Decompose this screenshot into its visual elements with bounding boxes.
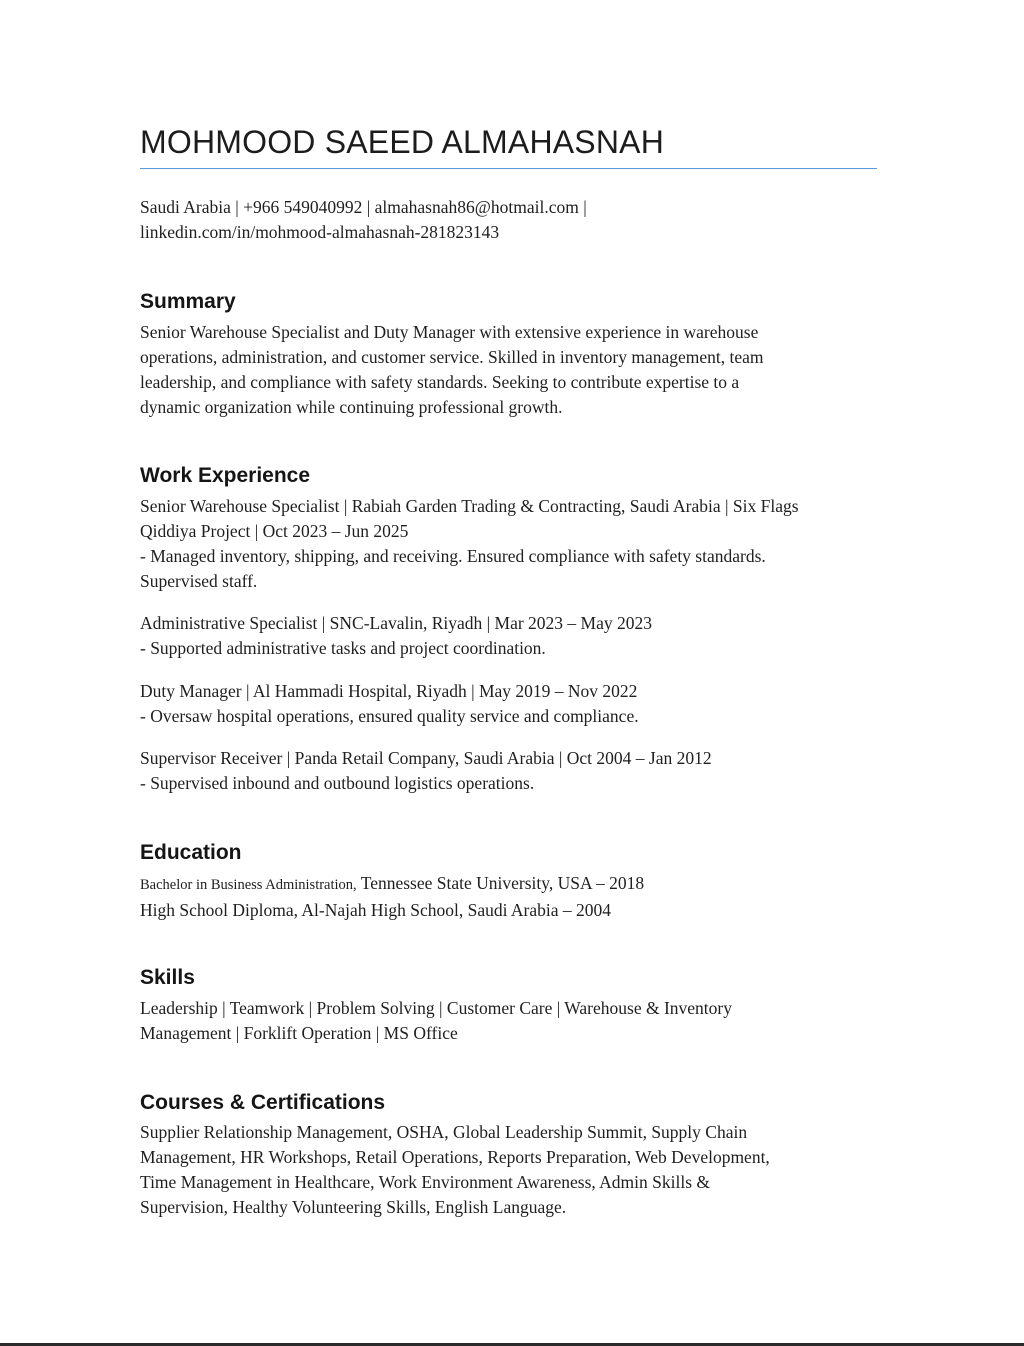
education-list — [140, 871, 880, 923]
job-entry — [140, 679, 880, 729]
job-title-line: Administrative Specialist | SNC-Lavalin, Riyadh | Mar 2023 – May 2023 — [140, 613, 653, 633]
summary-line: dynamic organization while continuing professional growth. — [140, 397, 563, 417]
linkedin-link: linkedin.com/in/mohmood-almahasnah-281823143 — [140, 222, 500, 242]
skills-line: Management | Forklift Operation | MS Office — [140, 1023, 458, 1043]
courses-line: Management, HR Workshops, Retail Operations, Reports Preparation, Web Development, — [140, 1147, 770, 1167]
courses-list — [140, 1120, 880, 1220]
courses-line: Supervision, Healthy Volunteering Skills, English Language. — [140, 1197, 567, 1217]
job-title-line: Senior Warehouse Specialist | Rabiah Garden Trading & Contracting, Saudi Arabia | Six Flags — [140, 496, 799, 516]
job-entry — [140, 611, 880, 661]
education-heading: Education — [140, 841, 242, 864]
summary-line: operations, administration, and customer service. Skilled in inventory management, team — [140, 347, 764, 367]
job-description: - Managed inventory, shipping, and receiving. Ensured compliance with safety standards. — [140, 546, 766, 566]
summary-line: leadership, and compliance with safety standards. Seeking to contribute expertise to a — [140, 372, 740, 392]
job-description: - Supervised inbound and outbound logistics operations. — [140, 773, 535, 793]
degree-school: Tennessee State University, USA – 2018 — [356, 873, 645, 893]
education-item: High School Diploma, Al-Najah High School, Saudi Arabia – 2004 — [140, 900, 611, 920]
job-title-line: Supervisor Receiver | Panda Retail Company, Saudi Arabia | Oct 2004 – Jan 2012 — [140, 748, 712, 768]
skills-list — [140, 996, 880, 1046]
job-title-line: Qiddiya Project | Oct 2023 – Jun 2025 — [140, 521, 409, 541]
candidate-name: MOHMOOD SAEED ALMAHASNAH — [140, 124, 665, 160]
contact-line: Saudi Arabia | +966 549040992 | almahasnah86@hotmail.com | — [140, 197, 587, 217]
job-entry — [140, 494, 880, 594]
summary-line: Senior Warehouse Specialist and Duty Manager with extensive experience in warehouse — [140, 322, 759, 342]
education-item — [140, 871, 880, 898]
summary-text — [140, 320, 880, 420]
summary-heading: Summary — [140, 290, 236, 313]
degree-name: Bachelor in Business Administration, — [140, 877, 357, 893]
name-divider — [140, 168, 877, 169]
courses-heading: Courses & Certifications — [140, 1091, 386, 1114]
job-description: - Supported administrative tasks and project coordination. — [140, 638, 546, 658]
courses-line: Supplier Relationship Management, OSHA, Global Leadership Summit, Supply Chain — [140, 1122, 748, 1142]
skills-heading: Skills — [140, 966, 195, 989]
job-title-line: Duty Manager | Al Hammadi Hospital, Riyadh | May 2019 – Nov 2022 — [140, 681, 638, 701]
job-description: Supervised staff. — [140, 571, 258, 591]
courses-line: Time Management in Healthcare, Work Environment Awareness, Admin Skills & — [140, 1172, 711, 1192]
skills-line: Leadership | Teamwork | Problem Solving | Customer Care | Warehouse & Inventory — [140, 998, 733, 1018]
contact-info — [140, 195, 880, 245]
work-experience-heading: Work Experience — [140, 464, 311, 487]
job-description: - Oversaw hospital operations, ensured quality service and compliance. — [140, 706, 639, 726]
job-entry — [140, 746, 880, 796]
